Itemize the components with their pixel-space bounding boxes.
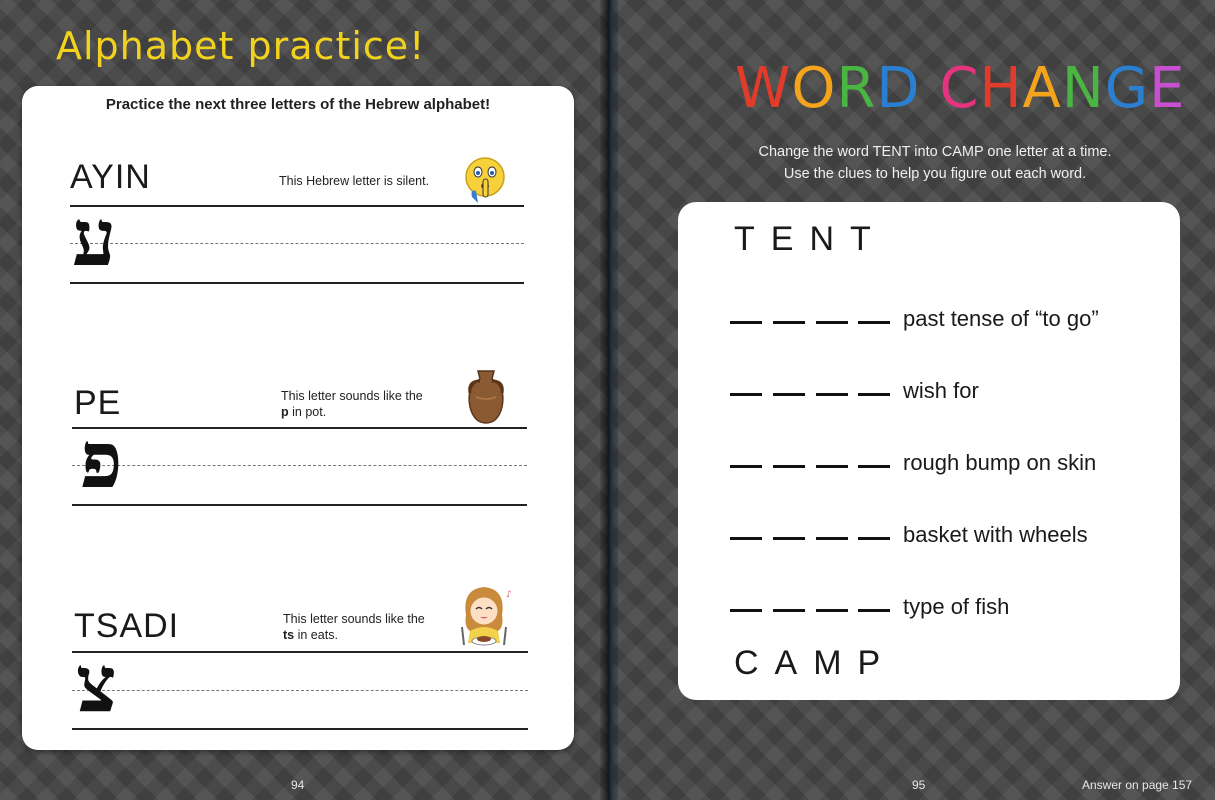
end-word: CAMP: [734, 644, 897, 682]
title-letter: A: [1022, 56, 1062, 121]
book-spine: [600, 0, 618, 800]
hint-tsadi: [283, 611, 425, 643]
hint-pe-line2: in pot.: [292, 405, 327, 419]
title-letter: C: [939, 56, 980, 121]
answer-note: Answer on page 157: [1082, 778, 1193, 792]
writing-line-top-ayin: [70, 205, 524, 207]
left-page-number: 94: [291, 778, 305, 792]
answer-blanks-3[interactable]: [730, 465, 890, 469]
hint-pe-line1: This letter sounds like the: [281, 389, 423, 403]
hebrew-letter-ayin: ע: [72, 193, 117, 284]
clay-pot-icon: [462, 367, 510, 432]
writing-line-base-ayin: [70, 282, 524, 284]
hint-tsadi-line1: This letter sounds like the: [283, 612, 425, 626]
left-page-title: Alphabet practice!: [56, 24, 426, 68]
hint-tsadi-line2: in eats.: [297, 628, 338, 642]
answer-blanks-4[interactable]: [730, 537, 890, 541]
writing-line-top-pe: [72, 427, 527, 429]
start-word: TENT: [734, 220, 887, 258]
practice-instruction: Practice the next three letters of the Hebrew alphabet!: [105, 96, 491, 113]
letter-name-ayin: AYIN: [70, 158, 151, 196]
clue-5: type of fish: [903, 594, 1010, 619]
clue-3: rough bump on skin: [903, 450, 1097, 475]
hebrew-letter-tsadi: צ: [76, 639, 117, 730]
writing-line-base-pe: [72, 504, 527, 506]
answer-blanks-1[interactable]: [730, 321, 890, 325]
letter-name-tsadi: TSADI: [74, 607, 180, 645]
answer-blanks-5[interactable]: [730, 609, 890, 613]
title-letter: G: [1104, 56, 1150, 121]
letter-name-pe: PE: [74, 384, 122, 422]
instruction-line-1: Change the word TENT into CAMP one letter at a time.: [758, 144, 1112, 160]
answer-blanks-2[interactable]: [730, 393, 890, 397]
hint-ayin: This Hebrew letter is silent.: [279, 174, 430, 188]
title-letter: O: [791, 56, 837, 121]
title-letter: N: [1061, 56, 1105, 121]
clue-1: past tense of “to go”: [903, 306, 1099, 331]
hebrew-letter-pe: פ: [80, 415, 123, 506]
title-letter: W: [735, 56, 792, 121]
writing-line-top-tsadi: [72, 651, 528, 653]
right-page-number: 95: [912, 778, 926, 792]
word-change-title: [735, 56, 1186, 121]
svg-text:♪: ♪: [506, 590, 512, 600]
title-letter: R: [836, 56, 877, 121]
clue-2: wish for: [903, 378, 979, 403]
clue-4: basket with wheels: [903, 522, 1088, 547]
girl-eating-icon: [452, 581, 518, 656]
writing-line-mid-tsadi: [72, 690, 528, 691]
writing-line-mid-ayin: [70, 243, 524, 244]
instruction-line-2: Use the clues to help you figure out each word.: [783, 166, 1087, 182]
title-letter: D: [876, 56, 921, 121]
title-letter: E: [1149, 56, 1186, 121]
hint-tsadi-bold: ts: [283, 628, 295, 642]
silent-emoji-icon: [462, 155, 508, 210]
hint-pe-bold: p: [281, 405, 289, 419]
word-change-instruction: [700, 141, 1170, 185]
title-letter: [921, 56, 940, 121]
hint-pe: [281, 388, 423, 420]
writing-line-base-tsadi: [72, 728, 528, 730]
writing-line-mid-pe: [72, 465, 527, 466]
title-letter: H: [979, 56, 1023, 121]
